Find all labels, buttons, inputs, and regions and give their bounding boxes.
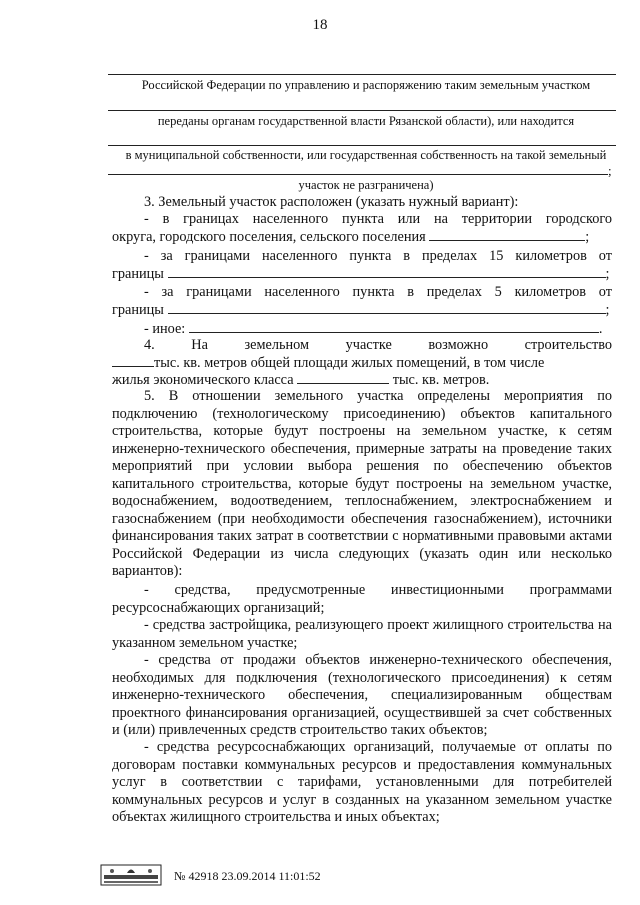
section-3-option-4 (112, 320, 612, 339)
option-3-blank (168, 301, 606, 314)
header-rule-4 (108, 174, 608, 175)
section-5-item-2: - средства застройщика, реализующего проект жилищного строительства на указанном земельном участке; (112, 617, 612, 651)
header-end-mark: ; (608, 163, 612, 178)
section-4-line-2-text: тыс. кв. метров общей площади жилых помещений, в том числе (154, 355, 545, 371)
section-5-item-3: - средства от продажи объектов инженерно-технического обеспечения, необходимых для подключения (технологического присоединения) к сетям инженерно-технического обеспечения, специализированным обществам проектного финансирования организацией, осуществившей за счет собственных и (или) привлеченных средств строительство таких объектов; (112, 652, 612, 738)
section-3-option-2-line-b (112, 265, 612, 284)
emblem-seal-icon (100, 864, 162, 886)
header-caption-3: в муниципальной собственности, или государственная собственность на такой земельный (125, 148, 607, 162)
option-2-semicolon: ; (605, 266, 610, 282)
section-4-line-3-head: жилья экономического класса (112, 372, 294, 388)
section-3-option-3-line-b (112, 301, 612, 320)
section-5-item-1: - средства, предусмотренные инвестиционными программами ресурсоснабжающих организаций; (112, 582, 612, 616)
section-3-title: 3. Земельный участок расположен (указать нужный вариант): (144, 194, 519, 210)
area-blank (112, 354, 154, 367)
section-3-option-2-line-a: - за границами населенного пункта в пределах 15 километров от (144, 248, 612, 264)
section-4-line-1: 4. На земельном участке возможно строительство (144, 337, 612, 353)
header-rule-1 (108, 74, 616, 75)
option-1-text: округа, городского поселения, сельского поселения (112, 229, 426, 245)
section-4-line-2 (112, 354, 612, 373)
section-5-item-4: - средства ресурсоснабжающих организаций, получаемые от оплаты по договорам поставки коммунальных ресурсов и предоставления коммунальных услуг в соответствии с тарифами, установленными для потребителей коммунальных ресурсов и услуг в созданных на указанном земельном участке объектах жилищного строительства и иных объектах; (112, 739, 612, 825)
header-rule-3 (108, 145, 616, 146)
header-caption-1: Российской Федерации по управлению и распоряжению таким земельным участком (141, 78, 591, 92)
economy-class-blank (297, 371, 389, 384)
option-2-text: границы (112, 266, 164, 282)
section-4-line-3-tail: тыс. кв. метров. (392, 372, 490, 388)
option-3-text: границы (112, 302, 164, 318)
header-rule-2 (108, 110, 616, 111)
section-4-line-3 (112, 371, 612, 390)
option-3-semicolon: ; (605, 302, 610, 318)
header-caption-2: переданы органам государственной власти Рязанской области), или находится (157, 114, 575, 128)
document-registration-info: № 42918 23.09.2014 11:01:52 (174, 869, 321, 883)
option-4-period: . (598, 321, 603, 337)
option-1-semicolon: ; (585, 229, 590, 245)
option-4-text: - иное: (144, 321, 186, 337)
option-2-blank (168, 265, 606, 278)
section-3-option-1-line-b (112, 228, 612, 247)
option-1-blank (429, 228, 585, 241)
section-3-option-3-line-a: - за границами населенного пункта в пределах 5 километров от (144, 284, 612, 300)
header-caption-4: участок не разграничена) (298, 178, 434, 192)
section-5-intro: 5. В отношении земельного участка определены мероприятия по подключению (технологическому присоединению) объектов капитального строительства, которые будут построены на земельном участке, к сетям инженерно-технического обеспечения, примерные затраты на проведение таких мероприятий при условии выбора решения по обеспечению объектов капитального строительства, которые будут построены на земельном участке, водоснабжением, водоотведением, теплоснабжением, электроснабжением и газоснабжением (при необходимости обеспечения газоснабжением), источники финансирования таких затрат в соответствии с нормативными правовыми актами Российской Федерации из числа следующих (указать один или несколько вариантов): (112, 388, 612, 579)
section-3-option-1-line-a: - в границах населенного пункта или на территории городского (144, 211, 612, 227)
page-number: 18 (312, 17, 328, 33)
option-4-blank (189, 320, 599, 333)
